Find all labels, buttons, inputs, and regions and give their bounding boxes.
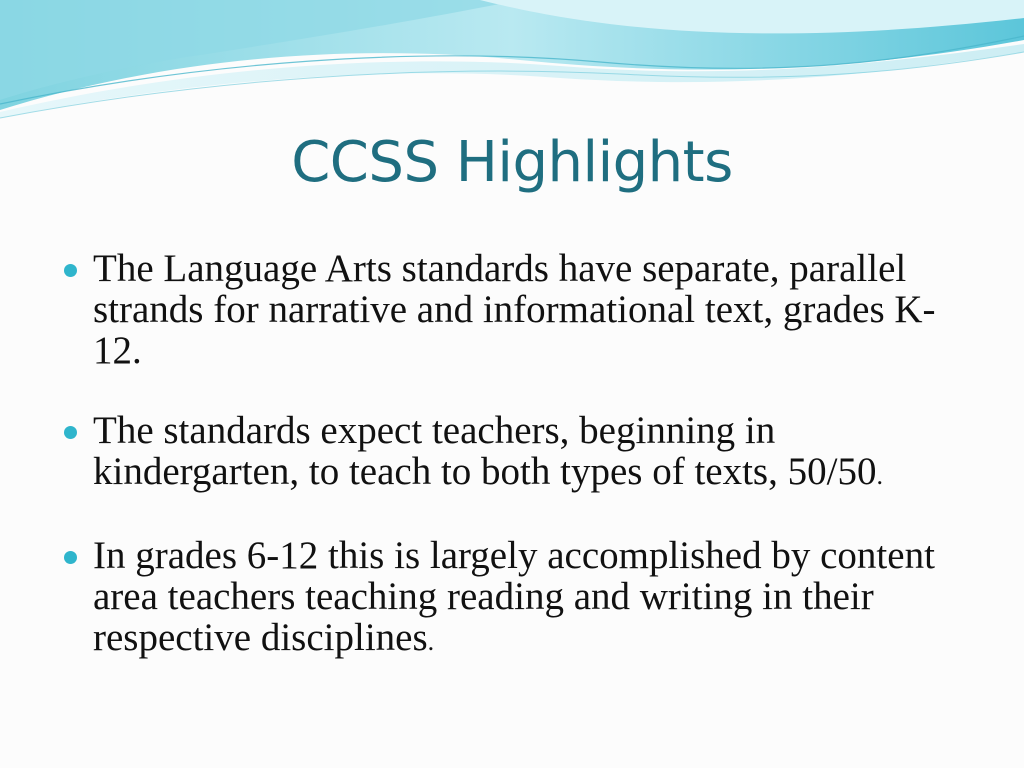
bullet-dot-icon bbox=[64, 426, 77, 439]
bullet-text: The Language Arts standards have separate, parallel strands for narrative and informational text, grades K-12. bbox=[93, 247, 936, 372]
bullet-dot-icon bbox=[64, 264, 77, 277]
bullet-item-2 bbox=[62, 410, 972, 496]
bullet-trailing-period: . bbox=[876, 461, 883, 490]
bullet-text: The standards expect teachers, beginning in kindergarten, to teach to both types of texts, 50/50 bbox=[93, 409, 877, 493]
bullet-dot-icon bbox=[64, 551, 77, 564]
slide-title: CCSS Highlights bbox=[291, 130, 733, 195]
header-wave-decoration bbox=[0, 0, 1024, 130]
bullet-item-1 bbox=[62, 248, 972, 371]
bullet-trailing-period: . bbox=[427, 627, 435, 656]
bullet-list bbox=[62, 248, 972, 701]
bullet-item-3 bbox=[62, 535, 972, 662]
bullet-text: In grades 6-12 this is largely accomplished by content area teachers teaching reading and writing in their respective disciplines bbox=[93, 534, 935, 659]
